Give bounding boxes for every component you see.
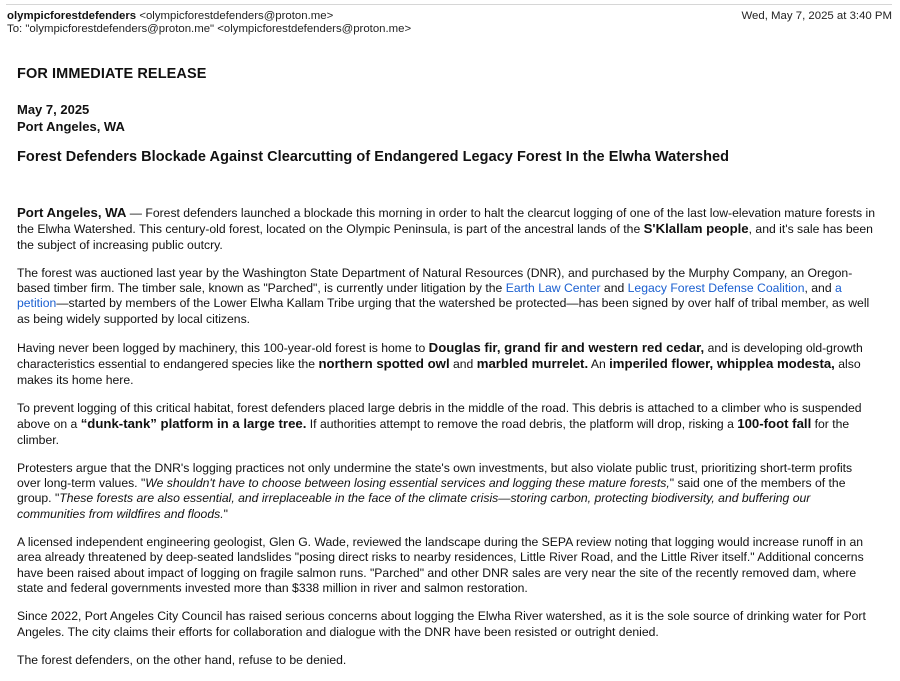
text: If authorities attempt to remove the road debris, the platform will drop, risking a <box>306 417 738 432</box>
text: To prevent logging of this critical habitat, forest defenders placed large debris in the middle of the road. This debris is attached to a climber who is suspended above on a <box>17 400 862 432</box>
text: " <box>223 506 228 521</box>
bold-text: Douglas fir, grand fir and western red cedar, <box>428 340 705 356</box>
paragraph-7: Since 2022, Port Angeles City Council has raised serious concerns about logging the Elwha River watershed, as it is the sole source of drinking water for Port Angeles. The city claims their efforts for collaboration and dialogue with the DNR have been resisted or outright denied. <box>17 609 866 639</box>
paragraph-3 <box>17 340 879 388</box>
bold-text: 100-foot fall <box>737 416 812 432</box>
sender-address[interactable]: <olympicforestdefenders@proton.me> <box>139 10 334 22</box>
bold-text: northern spotted owl <box>318 356 450 372</box>
text: The forest was auctioned last year by the Washington State Department of Natural Resources (DNR), and purchased by the Murphy Company, an Oregon-based timber firm. The timber sale, known as "Parched", is currently under litigation by the <box>17 265 853 296</box>
text: for the climber. <box>17 417 850 447</box>
text: and <box>600 281 628 296</box>
text: , and <box>804 281 835 296</box>
text: Having never been logged by machinery, this 100-year-old forest is home to <box>17 341 429 356</box>
link-petition[interactable]: a petition <box>17 281 842 311</box>
sender-line <box>7 10 411 23</box>
text: —started by members of the Lower Elwha Kallam Tribe urging that the watershed be protected—has been signed by over half of tribal member, as well as being widely supported by local citizens. <box>17 296 870 326</box>
dateline <box>17 101 879 135</box>
text: An <box>588 357 610 372</box>
link-legacy-forest-defense-coalition[interactable]: Legacy Forest Defense Coalition <box>627 281 805 296</box>
text: " said one of the members of the group. " <box>17 476 846 506</box>
paragraph-8: The forest defenders, on the other hand, refuse to be denied. <box>17 652 347 667</box>
recipient-address[interactable]: "olympicforestdefenders@proton.me" <olympicforestdefenders@proton.me> <box>25 23 412 35</box>
paragraph-5 <box>17 461 879 522</box>
bold-text: marbled murrelet. <box>476 356 589 372</box>
quote-2: These forests are also essential, and irreplaceable in the face of the climate crisis—storing carbon, protecting biodiversity, and buffering our communities from wildfires and floods. <box>17 491 811 521</box>
paragraph-2 <box>17 266 879 327</box>
recipient-line <box>7 23 411 36</box>
text: and <box>449 357 477 372</box>
release-date: May 7, 2025 <box>17 102 90 117</box>
text: Protesters argue that the DNR's logging practices not only undermine the state's own investments, but also violate public trust, prioritizing short-term profits over long-term values. " <box>17 460 853 491</box>
lead-location: Port Angeles, WA <box>17 205 127 220</box>
bold-text: S'Klallam people <box>643 221 749 237</box>
quote-1: We shouldn't have to choose between losing essential services and logging these mature forests, <box>145 476 670 491</box>
link-earth-law-center[interactable]: Earth Law Center <box>505 281 601 296</box>
headline: Forest Defenders Blockade Against Clearcutting of Endangered Legacy Forest In the Elwha Watershed <box>17 149 730 165</box>
text: — Forest defenders launched a blockade this morning in order to halt the clearcut logging of one of the last low-elevation mature forests in the Elwha Watershed. This century-old forest, located on the Olympic Peninsula, is part of the ancestral lands of the <box>17 206 876 237</box>
to-label: To: <box>7 23 23 35</box>
text: , and it's sale has been the subject of increasing public outcry. <box>17 222 873 252</box>
text: and is developing old-growth characteristics essential to endangered species like the <box>17 341 863 372</box>
bold-text: “dunk-tank” platform in a large tree. <box>80 416 307 432</box>
paragraph-4 <box>17 401 879 448</box>
bold-text: imperiled flower, whipplea modesta, <box>609 356 835 372</box>
email-date: Wed, May 7, 2025 at 3:40 PM <box>741 10 892 22</box>
paragraph-1 <box>17 205 879 253</box>
release-location: Port Angeles, WA <box>17 119 125 134</box>
email-body <box>17 66 879 681</box>
paragraph-6: A licensed independent engineering geologist, Glen G. Wade, reviewed the landscape during the SEPA review noting that logging would increase runoff in an area already threatened by deep-seated landslides "posing direct risks to nearby residences, Little River Road, and the Little River itself." Additional concerns have been raised about impact of logging on fragile salmon runs. "Parched" and other DNR sales are very near the site of the recently removed dam, where state and federal governments invested more than $338 million in river and salmon restoration. <box>17 535 864 595</box>
text: also makes its home here. <box>17 357 861 387</box>
release-label: FOR IMMEDIATE RELEASE <box>17 66 207 82</box>
email-header <box>7 10 411 36</box>
sender-name[interactable]: olympicforestdefenders <box>7 10 137 22</box>
header-divider <box>6 4 892 5</box>
